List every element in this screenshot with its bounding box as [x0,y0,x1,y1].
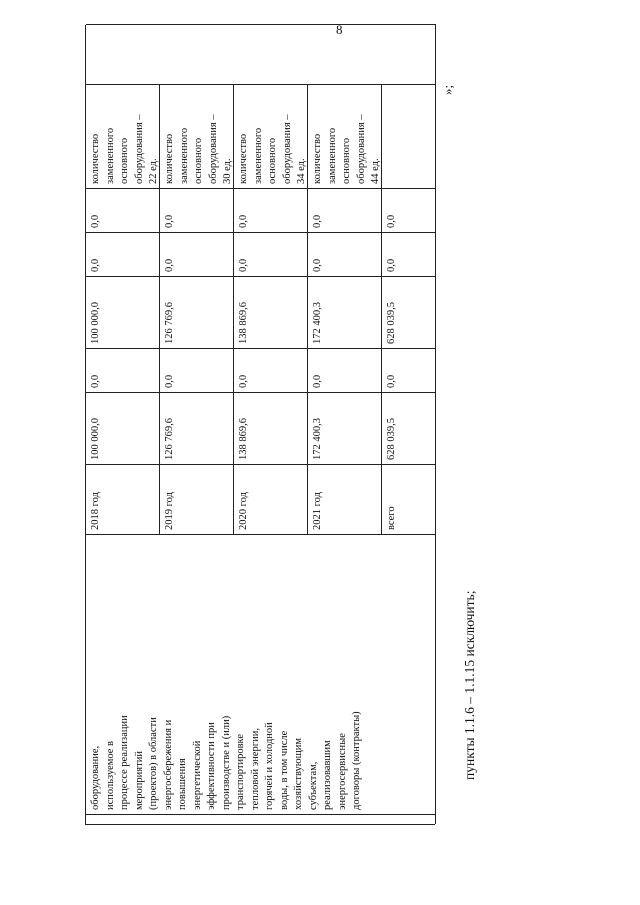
other-sources-cell: 0,0 [234,188,308,232]
local-budget-cell: 0,0 [382,232,436,276]
federal-budget-cell: 0,0 [86,348,160,392]
description-line: эффективности при [206,722,217,810]
total-funding-cell: 172 400,3 [308,392,382,464]
indicator-line: основного [267,137,278,184]
description-line: используемое в [104,740,116,810]
indicator-line: оборудования – [281,114,293,184]
description-line: мероприятий [133,751,145,810]
local-budget-cell: 0,0 [160,232,234,276]
description-line: тепловой энергии, [249,728,261,810]
total-funding-cell: 126 769,6 [160,392,234,464]
target-indicator-cell [160,84,234,188]
program-table [85,25,435,825]
indicator-line: оборудования – [207,114,219,184]
year-cell: 2020 год [234,464,308,534]
rotated-table-wrapper [85,25,435,825]
description-line: процессе реализации [119,715,130,810]
federal-budget-cell: 0,0 [308,348,382,392]
description-line: производстве и (или) [220,715,232,810]
table-empty-last-column [86,24,436,84]
target-indicator-cell [382,84,436,188]
federal-budget-cell: 0,0 [234,348,308,392]
indicator-line: основного [119,137,130,184]
indicator-line: количество [312,133,323,184]
year-cell: 2019 год [160,464,234,534]
indicator-line: 30 ед. [222,158,233,184]
year-cell: 2018 год [86,464,160,534]
other-sources-cell: 0,0 [382,188,436,232]
regional-budget-cell: 100 000,0 [86,276,160,348]
indicator-line: замененного [178,127,190,184]
indicator-line: замененного [252,127,264,184]
local-budget-cell: 0,0 [86,232,160,276]
target-indicator-cell [308,84,382,188]
description-line: энергосервисные [336,733,348,810]
year-cell: 2021 год [308,464,382,534]
description-line: субъектам, [307,761,319,810]
description-line: горячей и холодной [264,722,275,810]
total-funding-cell: 628 039,5 [382,392,436,464]
description-line: оборудование, [90,745,101,810]
description-line: договоры (контракты) [351,711,362,810]
closing-quote-note: »; [440,84,455,95]
indicator-line: количество [238,133,249,184]
other-sources-cell: 0,0 [86,188,160,232]
local-budget-cell: 0,0 [308,232,382,276]
instruction-text: пункты 1.1.6 – 1.1.15 исключить; [462,590,477,780]
regional-budget-cell: 172 400,3 [308,276,382,348]
description-line: хозяйствующим [293,738,304,810]
indicator-line: оборудования – [355,114,367,184]
regional-budget-cell: 126 769,6 [160,276,234,348]
indicator-line: 34 ед. [296,158,307,184]
total-funding-cell: 138 869,6 [234,392,308,464]
indicator-line: замененного [326,127,338,184]
description-line: повышения [177,758,188,810]
federal-budget-cell: 0,0 [160,348,234,392]
indicator-line: основного [193,137,204,184]
indicator-line: замененного [104,127,116,184]
indicator-line: 22 ед. [148,158,159,184]
indicator-line: количество [164,133,175,184]
page-number: 8 [336,22,343,37]
measure-description-cell [86,534,436,814]
total-funding-cell: 100 000,0 [86,392,160,464]
target-indicator-cell [86,84,160,188]
other-sources-cell: 0,0 [308,188,382,232]
regional-budget-cell: 138 869,6 [234,276,308,348]
indicator-line: количество [90,133,101,184]
target-indicator-cell [234,84,308,188]
indicator-line: оборудования – [133,114,145,184]
description-line: реализовавшим [322,740,333,810]
indicator-line: основного [341,137,352,184]
regional-budget-cell: 628 039,5 [382,276,436,348]
description-line: воды, в том числе [278,730,290,810]
description-line: транспортировке [235,733,246,810]
federal-budget-cell: 0,0 [382,348,436,392]
local-budget-cell: 0,0 [234,232,308,276]
other-sources-cell: 0,0 [160,188,234,232]
description-line: энергосбережения и [162,719,174,810]
indicator-line: 44 ед. [370,158,381,184]
description-line: (проектов) в области [148,717,159,810]
description-line: энергетической [191,740,203,810]
year-cell: всего [382,464,436,534]
table-spacer-cell [86,814,436,824]
